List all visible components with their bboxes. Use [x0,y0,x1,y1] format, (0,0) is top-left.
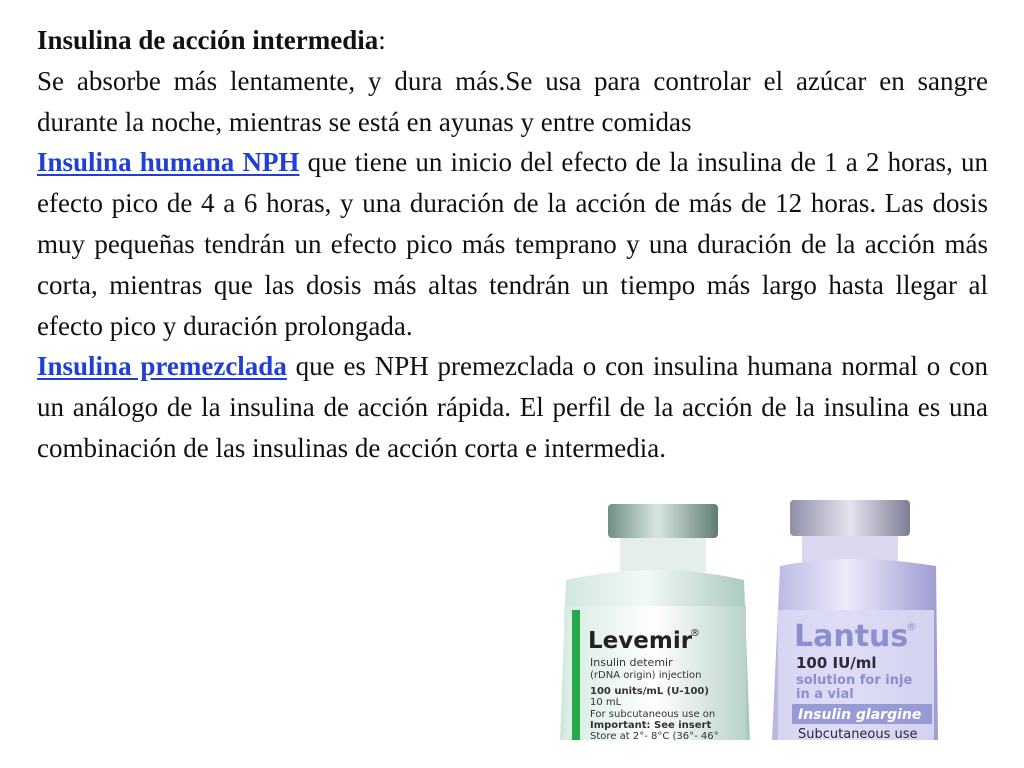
lantus-line5: Subcutaneous use [798,727,918,740]
nph-link[interactable]: Insulina humana NPH [37,147,300,178]
levemir-line6: Important: See insert [590,720,712,731]
nph-text: que tiene un inicio del efecto de la insulina de 1 a 2 horas, un efecto pico de 4 a 6 horas, y una duración de la acción de más de 12 horas. Las dosis muy pequeñas tendrán un efecto pico más temprano y una duración de la acción más corta, mientras que las dosis más altas tendrán un tiempo más largo hasta llegar al efecto pico y duración prolongada. [37,147,988,341]
levemir-brand: Levemir [588,628,693,654]
levemir-line3: 100 units/mL (U-100) [590,686,709,697]
levemir-line5: For subcutaneous use on [590,709,716,720]
slide-text [37,20,988,469]
lantus-line4: Insulin glargine [798,707,922,723]
intro-text: Se absorbe más lentamente, y dura más.Se usa para controlar el azúcar en sangre durante la noche, mientras se está en ayunas y entre comidas [37,65,988,137]
lantus-line3: in a vial [796,687,854,702]
levemir-line1: Insulin detemir [590,656,673,669]
premix-link[interactable]: Insulina premezclada [37,351,287,382]
levemir-vial [560,504,750,740]
levemir-line2: (rDNA origin) injection [590,670,702,681]
lantus-line2: solution for inje [796,673,913,688]
lantus-line1: 100 IU/ml [796,654,877,672]
section-title-colon: : [378,25,386,55]
section-title: Insulina de acción intermedia [37,25,379,55]
premix-paragraph [37,346,988,468]
premix-text: que es NPH premezclada o con insulina humana normal o con un análogo de la insulina de acción rápida. El perfil de la acción de la insulina es una combinación de las insulinas de acción corta e intermedia. [37,351,989,463]
lantus-reg: ® [906,620,917,633]
lantus-brand: Lantus [794,619,909,654]
nph-paragraph [37,142,988,346]
levemir-line4: 10 mL [590,697,622,708]
lantus-vial [772,500,938,740]
intro-paragraph [37,20,988,142]
levemir-line7: Store at 2°- 8°C (36°- 46° [590,731,719,740]
insulin-vials-image [558,500,950,740]
levemir-reg: ® [690,628,700,639]
